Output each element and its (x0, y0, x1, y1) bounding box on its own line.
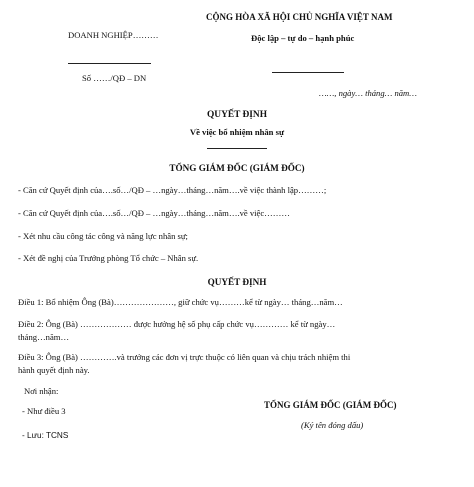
document-number: Số ……/QĐ – DN (82, 73, 147, 83)
recipient-item-2: - Lưu: TCNS (22, 431, 69, 440)
article-3-line-1: Điều 3: Ông (Bà) ………….và trưởng các đơn vị trực thuộc có liên quan và chịu trách nhiệm thi (18, 352, 351, 362)
basis-item-3: - Xét nhu cầu công tác công và năng lực nhân sự; (18, 231, 188, 241)
company-underline (68, 63, 151, 64)
basis-item-4: - Xét đề nghị của Trưởng phòng Tổ chức – Nhân sự. (18, 253, 199, 263)
article-1: Điều 1: Bổ nhiệm Ông (Bà)…………………, giữ chức vụ………kể từ ngày… tháng…năm… (18, 297, 343, 307)
article-3-line-2: hành quyết định này. (18, 365, 90, 375)
signature-title: TỔNG GIÁM ĐỐC (GIÁM ĐỐC) (264, 400, 397, 410)
nation-motto: Độc lập – tự do – hạnh phúc (251, 33, 355, 43)
decision-subject: Về việc bổ nhiệm nhân sự (189, 127, 285, 137)
issuing-authority: TỔNG GIÁM ĐỐC (GIÁM ĐỐC) (169, 163, 305, 173)
nation-title: CỘNG HÒA XÃ HỘI CHỦ NGHĨA VIỆT NAM (206, 12, 393, 22)
subject-underline (207, 148, 267, 149)
company-name: DOANH NGHIỆP……… (68, 30, 159, 40)
basis-item-2: - Căn cứ Quyết định của….số…/QĐ – …ngày…tháng…năm….về việc……… (18, 208, 290, 218)
date-line: ……, ngày… tháng… năm… (319, 88, 417, 98)
recipients-label: Nơi nhận: (24, 386, 59, 396)
article-2-line-1: Điều 2: Ông (Bà) ……………… được hưởng hệ số phụ cấp chức vụ………… kể từ ngày… (18, 319, 336, 329)
decision-heading: QUYẾT ĐỊNH (207, 277, 267, 287)
signature-note: (Ký tên đóng dấu) (301, 420, 364, 430)
decision-title: QUYẾT ĐỊNH (207, 110, 267, 120)
basis-item-1: - Căn cứ Quyết định của….số…/QĐ – …ngày…tháng…năm….về việc thành lập………; (18, 185, 327, 195)
motto-underline (272, 72, 344, 73)
recipient-item-1: - Như điều 3 (22, 406, 66, 416)
article-2-line-2: tháng…năm… (18, 332, 70, 342)
